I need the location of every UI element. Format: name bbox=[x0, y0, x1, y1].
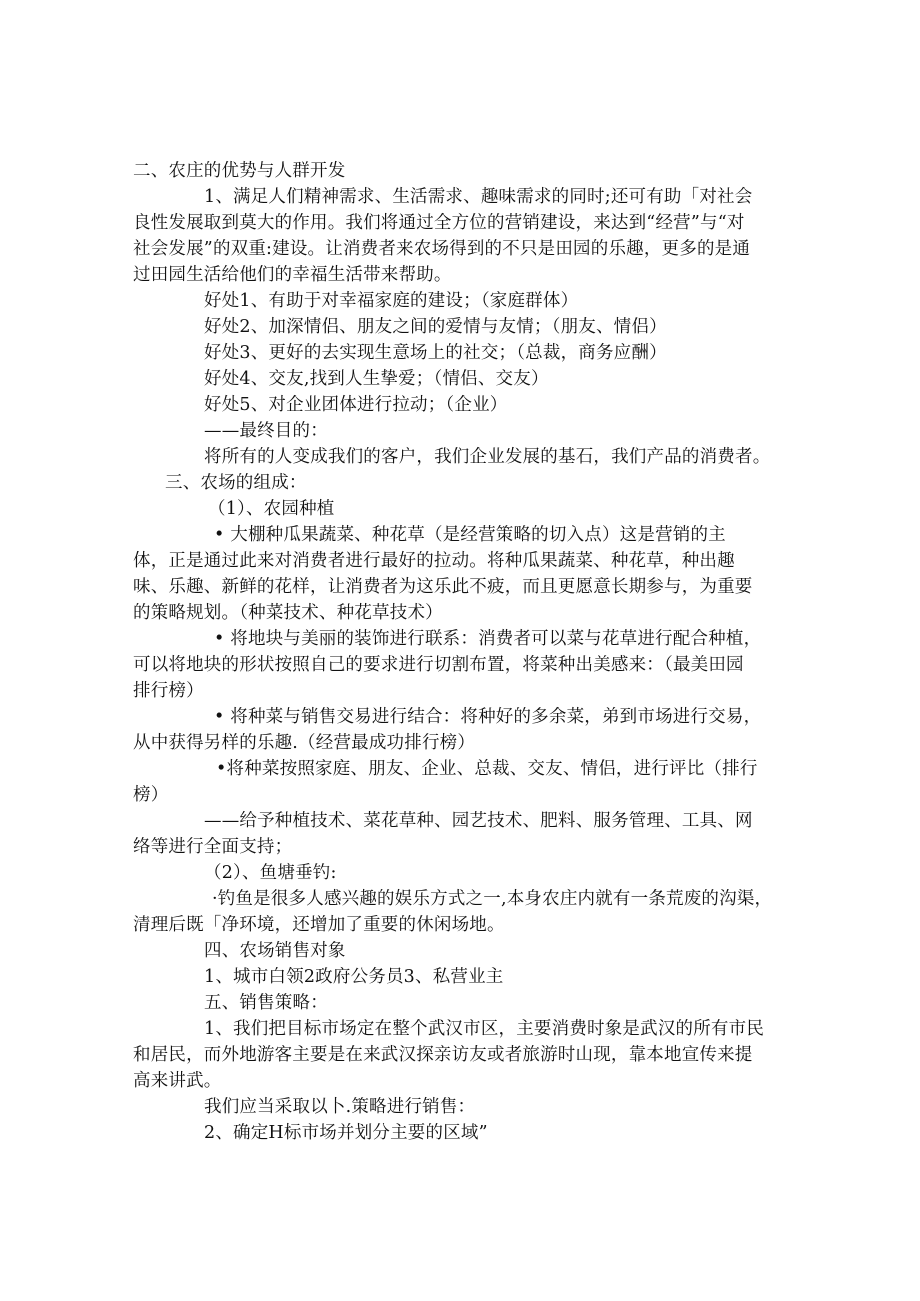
fishing-paragraph-line: 清理后既「净环境，还增加了重要的休闲场地。 bbox=[133, 915, 505, 935]
support-line: ——给予种植技术、菜花草种、园艺技术、肥料、服务管理、工具、网 bbox=[204, 811, 753, 831]
section-5-heading: 五、销售策略： bbox=[204, 993, 328, 1013]
section-2-paragraph-line: 社会发展”的双重:建设。让消费者来农场得到的不只是田园的乐趣，更多的是通 bbox=[133, 239, 751, 259]
section-5-paragraph-line: 1、我们把目标市场定在整个武汉市区，主要消费时象是武汉的所有市民 bbox=[204, 1019, 765, 1039]
bullet-ranking-line: 榜） bbox=[133, 785, 169, 805]
section-2-paragraph-line: 良性发展取到莫大的作用。我们将通过全方位的营销建设，来达到“经营”与“对 bbox=[133, 213, 745, 233]
benefit-item: 好处1、有助于对幸福家庭的建设；（家庭群体） bbox=[204, 291, 579, 311]
fishing-paragraph-line: ·钓鱼是很多人感兴趣的娱乐方式之一,本身农庄内就有一条荒废的沟渠， bbox=[212, 889, 773, 909]
bullet-decoration-line: 排行榜） bbox=[133, 681, 204, 701]
section-4-heading: 四、农场销售对象 bbox=[204, 941, 346, 961]
bullet-decoration-line: 可以将地块的形状按照自己的要求进行切割布置，将菜种出美感来：（最美田园 bbox=[133, 655, 744, 675]
benefit-item: 好处4、交友,找到人生挚爱；（情侣、交友） bbox=[204, 369, 549, 389]
section-5-paragraph-line: 高来讲武。 bbox=[133, 1071, 222, 1091]
benefit-item: 好处3、更好的去实现生意场上的社交；（总裁，商务应酬） bbox=[204, 343, 667, 363]
section-5-strategy-item: 2、确定H标市场并划分主要的区域” bbox=[204, 1123, 488, 1143]
bullet-trading-line: 从中获得另样的乐趣.（经营最成功排行榜） bbox=[133, 733, 476, 753]
section-3-heading: 三、农场的组成： bbox=[165, 473, 307, 493]
subsection-fishing-heading: （2）、鱼塘垂钓: bbox=[204, 863, 337, 883]
section-5-paragraph-line: 和居民，而外地游客主要是在来武汉探亲访友或者旅游时山现，靠本地宣传来提 bbox=[133, 1045, 753, 1065]
bullet-greenhouse-line: • 大棚种瓜果蔬菜、种花草（是经营策略的切入点）这是营销的主 bbox=[214, 525, 726, 545]
section-5-strategy-intro: 我们应当采取以卜.策略进行销售： bbox=[204, 1097, 476, 1117]
section-2-paragraph-line: 1、满足人们精神需求、生活需求、趣味需求的同时;还可有助「对社会 bbox=[204, 187, 753, 207]
bullet-trading-line: • 将种菜与销售交易进行结合：将种好的多余菜，弟到市场进行交易， bbox=[214, 707, 762, 727]
bullet-greenhouse-line: 味、乐趣、新鲜的花样，让消费者为这乐此不疲，而且更愿意长期参与，为重要 bbox=[133, 577, 753, 597]
benefit-item: 好处5、对企业团体进行拉动；（企业） bbox=[204, 395, 508, 415]
bullet-ranking-line: •将种菜按照家庭、朋友、企业、总裁、交友、情侣，进行评比（排行 bbox=[216, 759, 758, 779]
support-line: 络等进行全面支持； bbox=[133, 837, 293, 857]
goal-label: ——最终目的： bbox=[204, 421, 328, 441]
benefit-item: 好处2、加深情侣、朋友之间的爱情与友情；（朋友、情侣） bbox=[204, 317, 667, 337]
goal-text: 将所有的人变成我们的客户，我们企业发展的基石，我们产品的消费者。 bbox=[204, 447, 771, 467]
subsection-planting-heading: （1）、农园种植 bbox=[208, 499, 335, 519]
bullet-decoration-line: • 将地块与美丽的装饰进行联系：消费者可以菜与花草进行配合种植， bbox=[214, 629, 762, 649]
section-2-heading: 二、农庄的优势与人群开发 bbox=[133, 161, 346, 181]
bullet-greenhouse-line: 体，正是通过此来对消费者进行最好的拉动。将种瓜果蔬菜、种花草，种出趣 bbox=[133, 551, 735, 571]
section-4-targets: 1、城市白领2政府公务员3、私营业主 bbox=[204, 967, 504, 987]
section-2-paragraph-line: 过田园生活给他们的幸福生活带来帮助。 bbox=[133, 265, 452, 285]
bullet-greenhouse-line: 的策略规划。（种菜技术、种花草技术） bbox=[133, 603, 443, 623]
